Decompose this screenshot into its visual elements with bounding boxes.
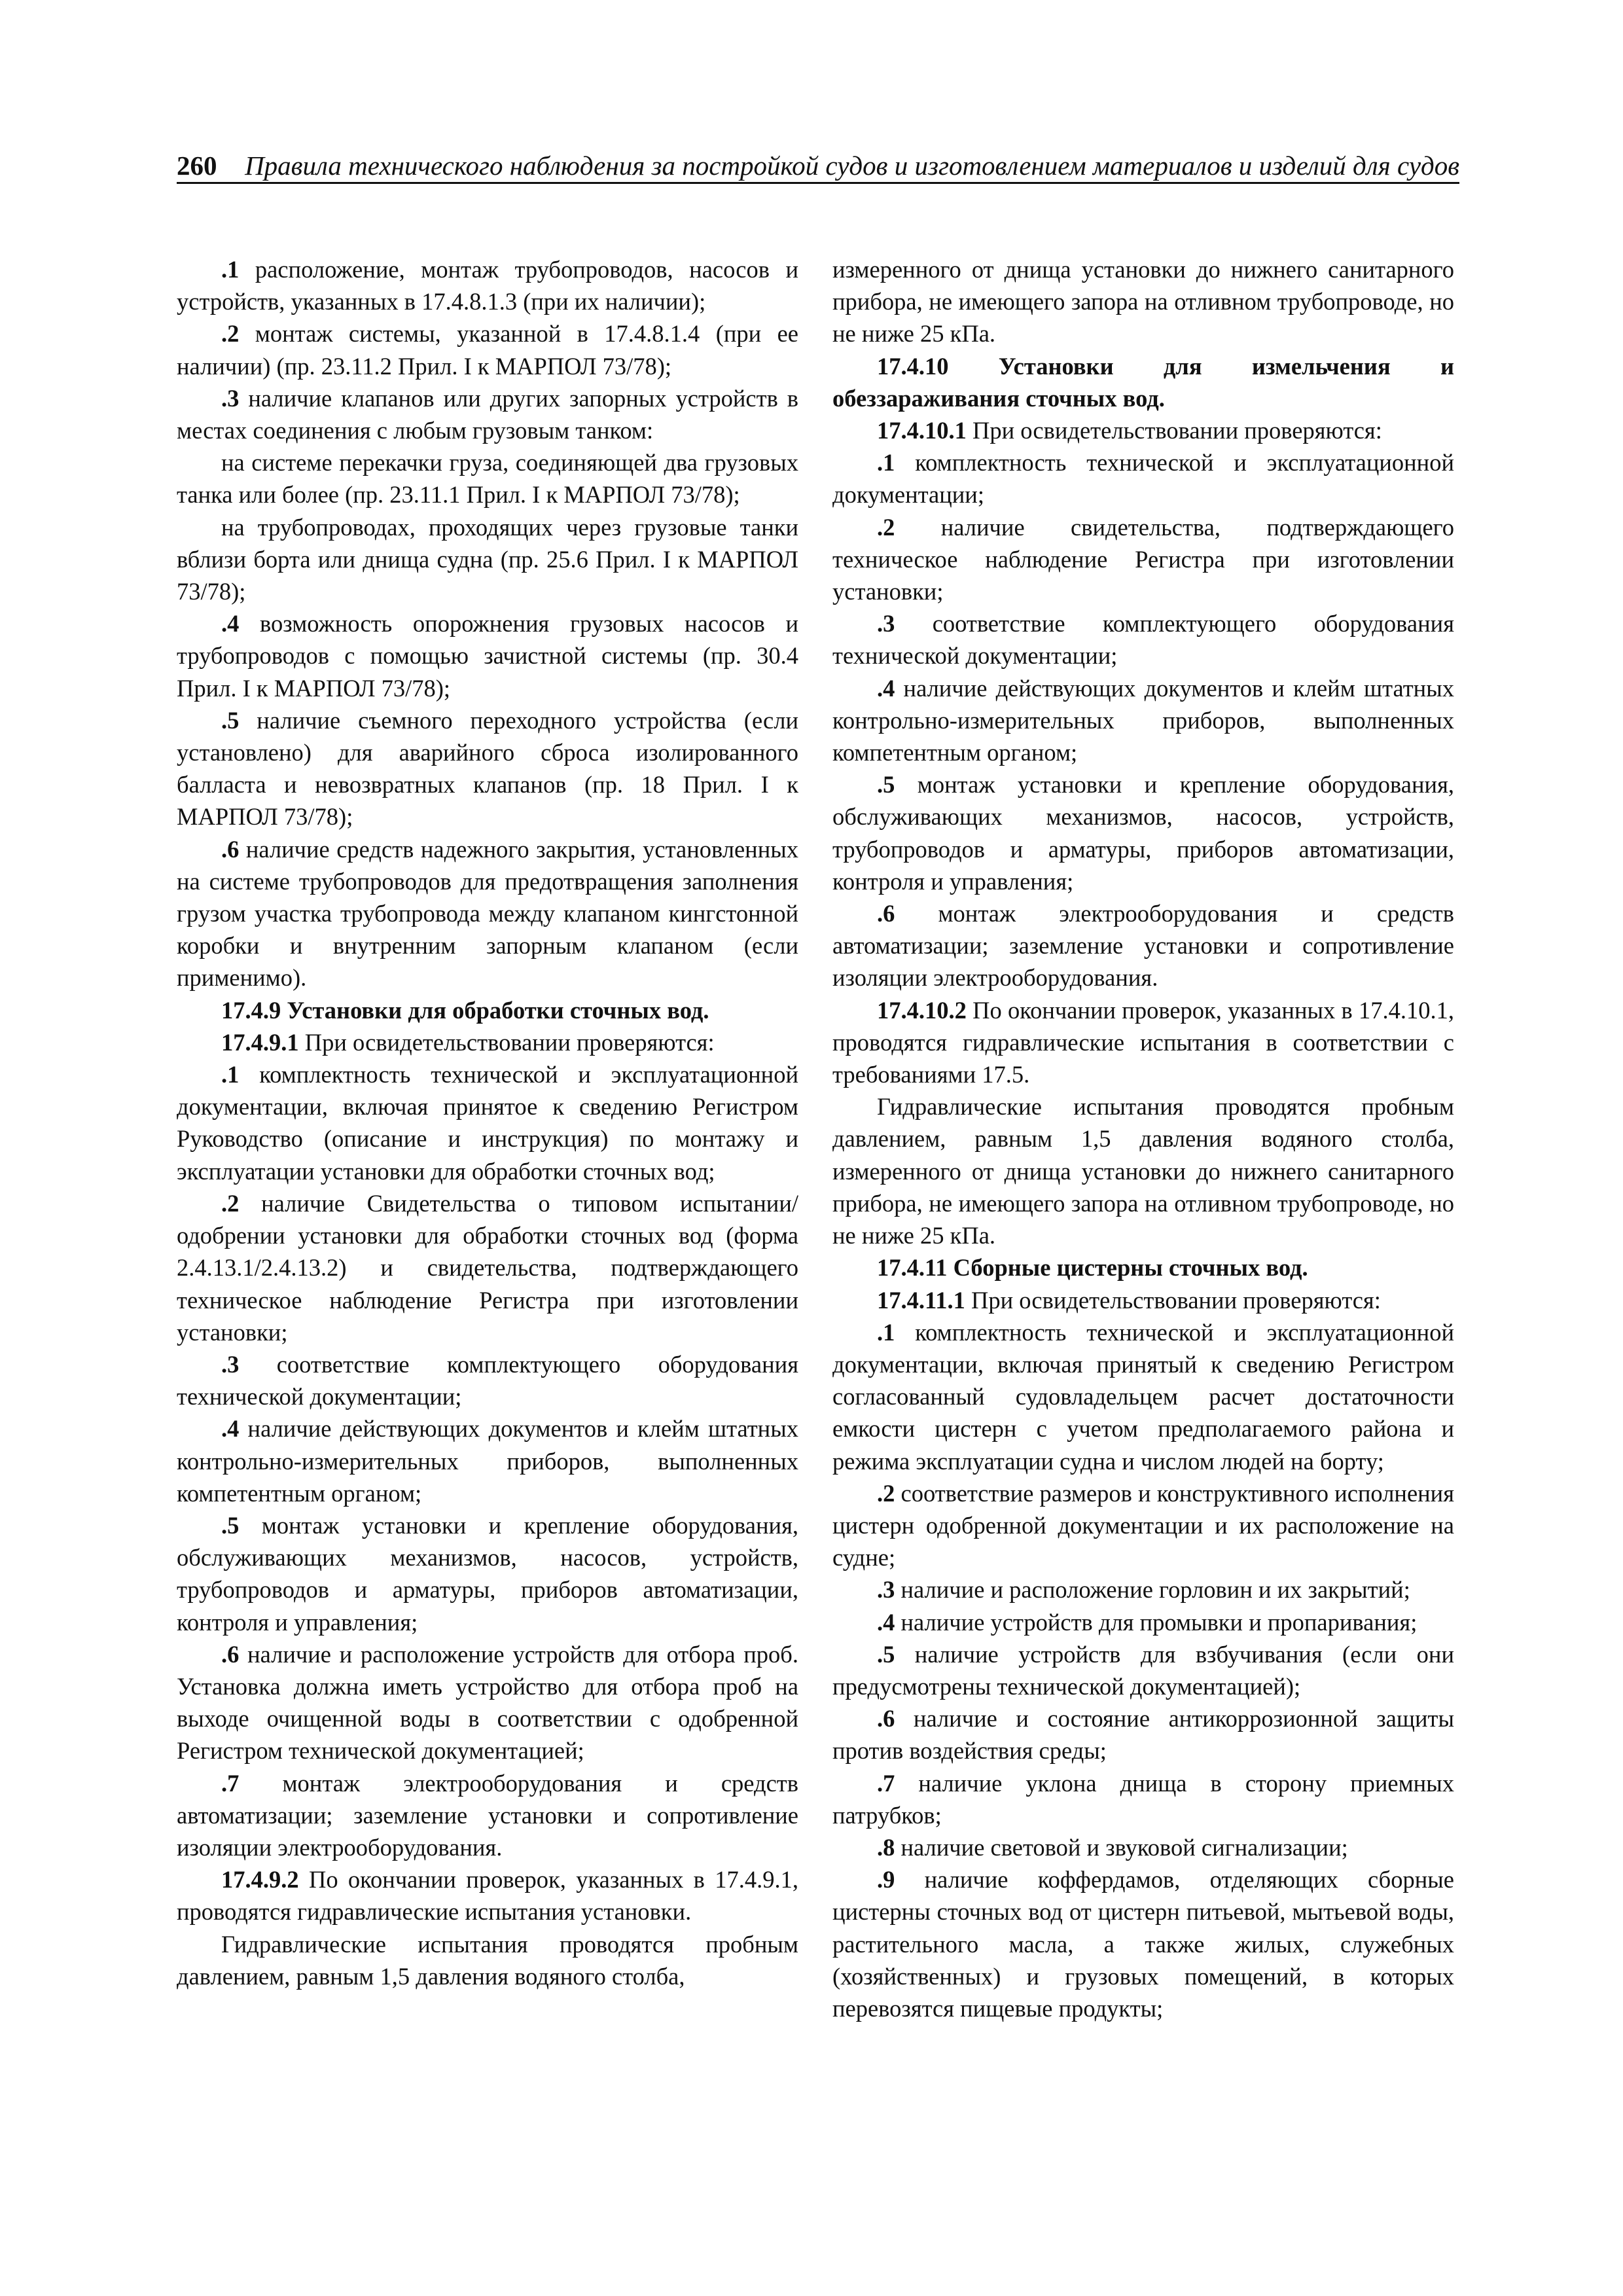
paragraph-number: .2: [221, 1189, 240, 1217]
paragraph-text: Гидравлические испытания проводятся пробным давлением, равным 1,5 давления водяного столба, измеренного от днища установки до нижнего санитарного прибора, не имеющего запора на отливном трубопроводе, но не ниже 25 кПа.: [832, 1093, 1454, 1249]
paragraph-number: .6: [877, 1705, 895, 1732]
paragraph: [832, 994, 1454, 1091]
paragraph-number: .6: [221, 1640, 240, 1668]
paragraph: [177, 382, 798, 446]
paragraph-text: При освидетельствовании проверяются:: [966, 417, 1382, 444]
paragraph-text: соответствие комплектующего оборудования технической документации;: [832, 610, 1454, 670]
paragraph-text: наличие коффердамов, отделяющих сборные цистерны сточных вод от цистерн питьевой, мытьевой воды, растительного масла, а также жилых, служебных (хозяйственных) и грузовых помещений, в которых перевозятся пищевые продукты;: [832, 1866, 1454, 2022]
paragraph: [832, 1702, 1454, 1767]
paragraph: [832, 607, 1454, 672]
paragraph: [832, 1606, 1454, 1638]
paragraph-number: .2: [877, 1479, 895, 1507]
paragraph: [832, 1090, 1454, 1251]
paragraph-text: измеренного от днища установки до нижнего санитарного прибора, не имеющего запора на отливном трубопроводе, но не ниже 25 кПа.: [832, 256, 1454, 348]
paragraph: [832, 1316, 1454, 1477]
paragraph-number: .2: [221, 320, 240, 348]
paragraph-text: наличие действующих документов и клейм штатных контрольно-измерительных приборов, выполненных компетентным органом;: [177, 1415, 798, 1507]
paragraph-text: При освидетельствовании проверяются:: [965, 1286, 1381, 1314]
paragraph: [832, 1284, 1454, 1316]
paragraph-number: .1: [221, 256, 240, 283]
paragraph: [177, 1767, 798, 1864]
paragraph: [832, 414, 1454, 446]
paragraph-number: .7: [877, 1769, 895, 1797]
paragraph: [177, 446, 798, 511]
paragraph-number: 17.4.10.2: [877, 996, 967, 1024]
paragraph-number: .3: [221, 384, 240, 412]
paragraph: [177, 1026, 798, 1058]
paragraph-number: 17.4.10.1: [877, 417, 967, 444]
paragraph-number: .6: [877, 900, 895, 927]
paragraph: [832, 768, 1454, 897]
paragraph-text: наличие и расположение устройств для отбора проб. Установка должна иметь устройство для отбора проб на выходе очищенной воды в соответствии с одобренной Регистром технической документацией;: [177, 1640, 798, 1765]
paragraph-text: наличие устройств для взбучивания (если они предусмотрены технической документацией);: [832, 1640, 1454, 1700]
paragraph-number: 17.4.9.1: [221, 1028, 299, 1056]
paragraph-text: Сборные цистерны сточных вод.: [947, 1254, 1308, 1282]
paragraph: [832, 897, 1454, 994]
paragraph: [177, 607, 798, 704]
paragraph: [177, 1187, 798, 1348]
paragraph-text: наличие и состояние антикоррозионной защиты против воздействия среды;: [832, 1705, 1454, 1765]
paragraph-text: Установки для обработки сточных вод.: [281, 996, 709, 1024]
running-title: Правила технического наблюдения за постройкой судов и изготовлением материалов и изделий для судов: [245, 151, 1459, 181]
paragraph-text: По окончании проверок, указанных в 17.4.9.1, проводятся гидравлические испытания установки.: [177, 1866, 798, 1926]
paragraph-text: расположение, монтаж трубопроводов, насосов и устройств, указанных в 17.4.8.1.3 (при их наличии);: [177, 256, 798, 315]
paragraph-text: наличие Свидетельства о типовом испытании/одобрении установки для обработки сточных вод (форма 2.4.13.1/2.4.13.2) и свидетельства, подтверждающего техническое наблюдение Регистра при изготовлении установки;: [177, 1189, 798, 1346]
paragraph-text: наличие свидетельства, подтверждающего техническое наблюдение Регистра при изготовлении установки;: [832, 513, 1454, 605]
paragraph-number: .5: [221, 706, 240, 734]
paragraph: [177, 704, 798, 833]
paragraph-number: .1: [877, 1318, 895, 1346]
page-header: [177, 149, 1459, 184]
paragraph: [177, 833, 798, 994]
paragraph: [832, 1638, 1454, 1702]
paragraph-number: .5: [877, 771, 895, 798]
paragraph-text: на системе перекачки груза, соединяющей два грузовых танка или более (пр. 23.11.1 Прил. I к МАРПОЛ 73/78);: [177, 449, 798, 509]
paragraph-text: на трубопроводах, проходящих через грузовые танки вблизи борта или днища судна (пр. 25.6 Прил. I к МАРПОЛ 73/78);: [177, 513, 798, 605]
paragraph: [177, 1509, 798, 1638]
paragraph-number: 17.4.9.2: [221, 1866, 299, 1893]
paragraph-text: наличие съемного переходного устройства (если установлено) для аварийного сброса изолированного балласта и невозвратных клапанов (пр. 18 Прил. I к МАРПОЛ 73/78);: [177, 706, 798, 831]
paragraph: [832, 253, 1454, 350]
paragraph: [177, 1638, 798, 1767]
paragraph-text: наличие средств надежного закрытия, установленных на системе трубопроводов для предотвращения заполнения грузом участка трубопровода между клапаном кингстонной коробки и внутренним запорным клапаном (если применимо).: [177, 835, 798, 992]
paragraph-number: .4: [221, 1415, 240, 1443]
paragraph-number: .7: [221, 1769, 240, 1797]
paragraph-text: монтаж системы, указанной в 17.4.8.1.4 (при ее наличии) (пр. 23.11.2 Прил. I к МАРПОЛ 73/78);: [177, 320, 798, 380]
paragraph-number: .3: [221, 1350, 240, 1378]
paragraph: [832, 672, 1454, 769]
paragraph: [832, 1477, 1454, 1574]
paragraph: [832, 1831, 1454, 1863]
page-number: 260: [177, 151, 217, 181]
paragraph-number: 17.4.11.1: [877, 1286, 965, 1314]
paragraph-text: наличие уклона днища в сторону приемных патрубков;: [832, 1769, 1454, 1829]
paragraph-text: наличие клапанов или других запорных устройств в местах соединения с любым грузовым танком:: [177, 384, 798, 444]
paragraph-number: .6: [221, 835, 240, 863]
paragraph-text: наличие устройств для промывки и пропаривания;: [895, 1608, 1418, 1636]
paragraph-number: 17.4.10: [877, 352, 949, 380]
paragraph-text: При освидетельствовании проверяются:: [298, 1028, 715, 1056]
paragraph-text: комплектность технической и эксплуатационной документации;: [832, 449, 1454, 509]
paragraph: [177, 1058, 798, 1187]
paragraph-text: наличие световой и звуковой сигнализации;: [895, 1833, 1348, 1861]
paragraph-number: .3: [877, 610, 895, 637]
paragraph-text: наличие и расположение горловин и их закрытий;: [895, 1576, 1410, 1604]
paragraph: [177, 1928, 798, 1992]
paragraph: [177, 1348, 798, 1412]
paragraph-number: .5: [221, 1511, 240, 1539]
paragraph-number: .3: [877, 1576, 895, 1604]
paragraph: [832, 511, 1454, 608]
left-column: [177, 253, 798, 1992]
paragraph-number: .5: [877, 1640, 895, 1668]
paragraph: [832, 350, 1454, 414]
paragraph-text: Гидравлические испытания проводятся пробным давлением, равным 1,5 давления водяного столба,: [177, 1930, 798, 1990]
right-column: [832, 253, 1454, 2024]
paragraph-text: монтаж установки и крепление оборудования, обслуживающих механизмов, насосов, устройств, трубопроводов и арматуры, приборов автоматизации, контроля и управления;: [832, 771, 1454, 895]
paragraph-number: .8: [877, 1833, 895, 1861]
paragraph-number: .1: [877, 449, 895, 476]
paragraph: [177, 511, 798, 608]
paragraph-number: .4: [221, 610, 240, 637]
paragraph-number: .4: [877, 1608, 895, 1636]
paragraph-text: монтаж электрооборудования и средств автоматизации; заземление установки и сопротивление изоляции электрооборудования.: [177, 1769, 798, 1861]
paragraph-text: комплектность технической и эксплуатационной документации, включая принятый к сведению Регистром согласованный судовладельцем расчет достаточности емкости цистерн с учетом предполагаемого района и режима эксплуатации судна и числом людей на борту;: [832, 1318, 1454, 1475]
paragraph-number: .9: [877, 1866, 895, 1893]
paragraph: [832, 1767, 1454, 1831]
paragraph: [177, 253, 798, 317]
paragraph-number: .1: [221, 1061, 240, 1088]
paragraph-text: возможность опорожнения грузовых насосов и трубопроводов с помощью зачистной системы (пр. 30.4 Прил. I к МАРПОЛ 73/78);: [177, 610, 798, 702]
paragraph-text: наличие действующих документов и клейм штатных контрольно-измерительных приборов, выполненных компетентным органом;: [832, 674, 1454, 766]
paragraph-number: .2: [877, 513, 895, 541]
paragraph: [832, 1251, 1454, 1283]
paragraph: [177, 994, 798, 1026]
paragraph: [832, 1573, 1454, 1605]
paragraph-text: монтаж установки и крепление оборудования, обслуживающих механизмов, насосов, устройств, трубопроводов и арматуры, приборов автоматизации, контроля и управления;: [177, 1511, 798, 1636]
paragraph-text: Установки для измельчения и обеззараживания сточных вод.: [832, 352, 1454, 412]
paragraph-text: соответствие комплектующего оборудования технической документации;: [177, 1350, 798, 1410]
paragraph-number: 17.4.11: [877, 1254, 948, 1282]
paragraph: [177, 1412, 798, 1509]
paragraph-text: соответствие размеров и конструктивного исполнения цистерн одобренной документации и их расположение на судне;: [832, 1479, 1455, 1571]
paragraph: [177, 1863, 798, 1928]
paragraph-text: комплектность технической и эксплуатационной документации, включая принятое к сведению Регистром Руководство (описание и инструкция) по монтажу и эксплуатации установки для обработки сточных вод;: [177, 1061, 798, 1185]
paragraph-text: монтаж электрооборудования и средств автоматизации; заземление установки и сопротивление изоляции электрооборудования.: [832, 900, 1454, 992]
paragraph: [832, 1863, 1454, 2024]
paragraph-number: 17.4.9: [221, 996, 281, 1024]
paragraph: [177, 317, 798, 382]
paragraph-number: .4: [877, 674, 895, 702]
paragraph-text: По окончании проверок, указанных в 17.4.10.1, проводятся гидравлические испытания в соответствии с требованиями 17.5.: [832, 996, 1454, 1088]
paragraph: [832, 446, 1454, 511]
